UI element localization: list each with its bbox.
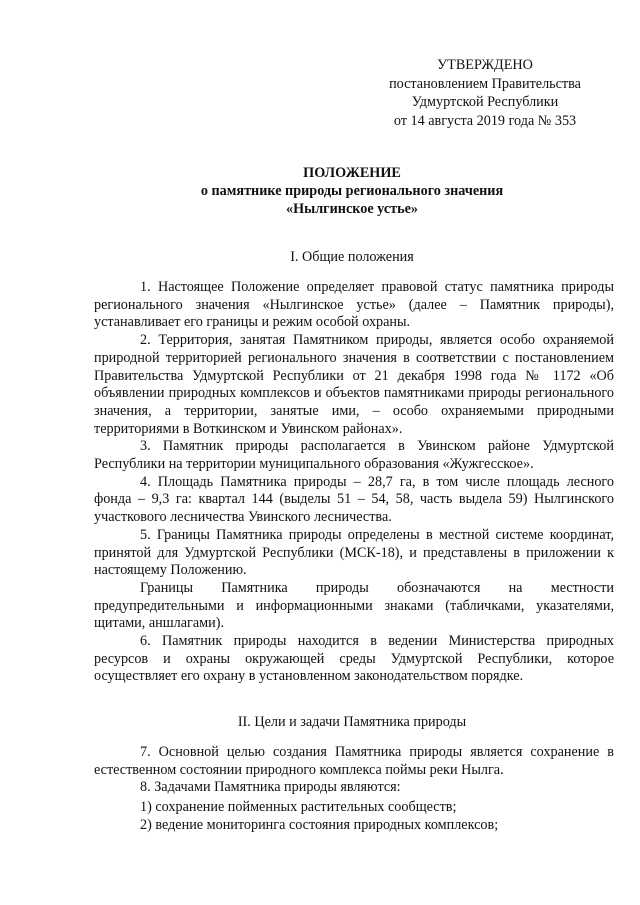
section-general-body — [94, 279, 614, 686]
paragraph-1: 1. Настоящее Положение определяет правовой статус памятника природы регионального значения «Нылгинское устье» (далее – Памятник природы), устанавливает его границы и режим особой охраны. — [94, 279, 614, 331]
approval-line-resolution: постановлением Правительства — [389, 75, 581, 92]
paragraph-3: 3. Памятник природы располагается в Увинском районе Удмуртской Республики на территории муниципального образования «Жужгесское». — [94, 438, 614, 473]
paragraph-4: 4. Площадь Памятника природы – 28,7 га, в том числе площадь лесного фонда – 9,3 га: квартал 144 (выделы 51 – 54, 58, часть выдела 59) Нылгинского участкового лесничества Увинского лесничества. — [94, 473, 614, 526]
approval-stamp — [355, 56, 615, 130]
section-heading-general: I. Общие положения — [290, 249, 414, 265]
list-item: 2) ведение мониторинга состояния природных комплексов; — [140, 817, 499, 833]
title-subtitle: о памятнике природы регионального значения — [200, 183, 504, 199]
document-title — [60, 164, 640, 218]
paragraph-5-borders: Границы Памятника природы обозначаются на местности предупредительными и информационными знаками (табличками, указателями, щитами, аншлагами). — [94, 579, 614, 632]
paragraph-5: 5. Границы Памятника природы определены в местной системе координат, принятой для Удмуртской Республики (МСК-18), и представлены в приложении к настоящему Положению. — [94, 526, 614, 579]
approval-title: УТВЕРЖДЕНО — [437, 57, 533, 73]
title-name: «Нылгинское устье» — [286, 201, 418, 217]
approval-line-republic: Удмуртской Республики — [411, 94, 559, 111]
tasks-list — [94, 798, 614, 834]
title-main: ПОЛОЖЕНИЕ — [303, 165, 401, 181]
section-heading-goals: II. Цели и задачи Памятника природы — [237, 714, 467, 730]
section-goals-body — [94, 744, 614, 797]
paragraph-6: 6. Памятник природы находится в ведении Министерства природных ресурсов и охраны окружающей среды Удмуртской Республики, которое осуществляет его охрану в установленном законодательством порядке. — [94, 633, 614, 685]
paragraph-8: 8. Задачами Памятника природы являются: — [140, 779, 401, 796]
paragraph-7: 7. Основной целью создания Памятника природы является сохранение в естественном состоянии природного комплекса поймы реки Нылга. — [94, 744, 614, 778]
approval-line-date: от 14 августа 2019 года № 353 — [393, 112, 577, 129]
paragraph-2: 2. Территория, занятая Памятником природы, является особо охраняемой природной территорией регионального значения в соответствии с постановлением Правительства Удмуртской Республики от 21 декабря 1998 года № 1172 «Об объявлении природных комплексов и объектов памятниками природы регионального значения, а территории, занятые ими, – особо охраняемыми природными территориями в Воткинском и Увинском районах». — [94, 332, 614, 437]
list-item: 1) сохранение пойменных растительных сообществ; — [140, 799, 457, 815]
